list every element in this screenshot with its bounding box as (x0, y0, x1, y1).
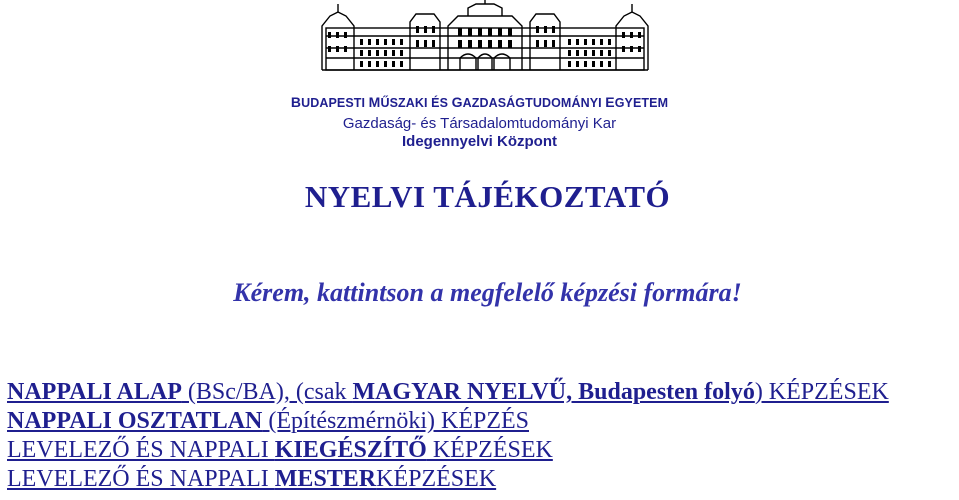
program-link-list (7, 378, 889, 494)
link-nappali-osztatlan[interactable]: NAPPALI OSZTATLAN (Építészmérnöki) KÉPZÉS (7, 408, 529, 434)
list-item (7, 436, 889, 465)
university-name: BUDAPESTI MŰSZAKI ÉS GAZDASÁGTUDOMÁNYI EGYETEM (290, 94, 669, 110)
page-title: NYELVI TÁJÉKOZTATÓ (304, 179, 671, 214)
list-item (7, 378, 889, 407)
selection-prompt: Kérem, kattintson a megfelelő képzési formára! (233, 278, 742, 307)
link-nappali-alap[interactable]: NAPPALI ALAP (BSc/BA), (csak MAGYAR NYELVŰ, Budapesten folyó) KÉPZÉSEK (7, 379, 889, 405)
list-item (7, 407, 889, 436)
link-kiegeszito[interactable]: LEVELEZŐ ÉS NAPPALI KIEGÉSZÍTŐ KÉPZÉSEK (7, 437, 553, 463)
list-item (7, 465, 889, 494)
link-mesterkepzes[interactable]: LEVELEZŐ ÉS NAPPALI MESTERKÉPZÉSEK (7, 466, 497, 492)
university-building-logo (318, 0, 652, 72)
center-name: Idegennyelvi Központ (401, 133, 557, 150)
faculty-name: Gazdaság- és Társadalomtudományi Kar (342, 115, 617, 132)
